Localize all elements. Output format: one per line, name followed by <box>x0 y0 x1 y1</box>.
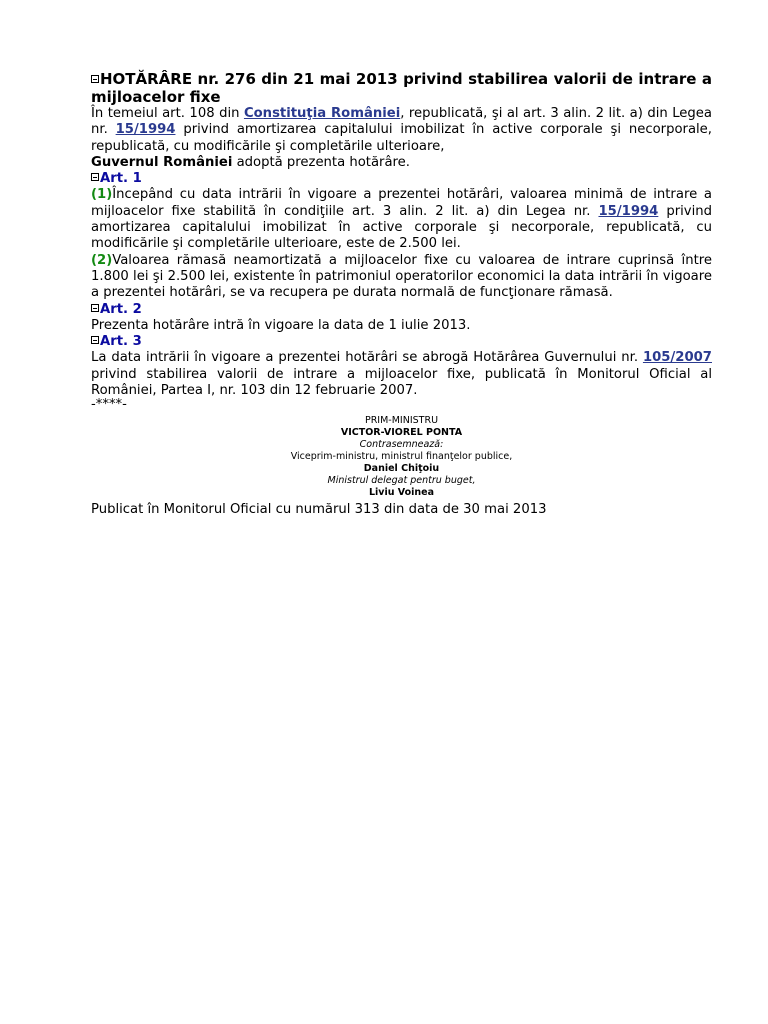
art2-heading-row <box>91 302 712 318</box>
art3-heading-row <box>91 334 712 350</box>
link-legea-15-1994[interactable]: 15/1994 <box>598 203 659 219</box>
paragraph-text: Începând cu data intrării în vigoare a prezentei hotărâri, valoarea minimă de intrare a mijloacelor fixe stabilită în condiţiile art. 3 alin. 2 lit. a) din Legea nr. <box>91 187 712 219</box>
link-hg-105-2007[interactable]: 105/2007 <box>642 350 712 366</box>
link-legea-15-1994[interactable]: 15/1994 <box>115 122 176 138</box>
art3-text <box>91 350 712 399</box>
paragraph-text: La data intrării în vigoare a prezentei hotărâri se abrogă Hotărârea Guvernului nr. <box>91 350 643 366</box>
separator: -****- <box>91 397 127 413</box>
art1-heading-row <box>91 171 712 187</box>
collapse-minus-icon[interactable] <box>91 336 99 344</box>
document-title <box>91 70 712 106</box>
signature-role: Viceprim-ministru, ministrul finanţelor publice, <box>290 451 513 463</box>
art3-heading[interactable]: Art. 3 <box>100 334 142 350</box>
paragraph-text: Valoarea rămasă neamortizată a mijloacelor fixe cu valoarea de intrare cuprinsă între 1.800 lei şi 2.500 lei, existente în patrimoniul operatorilor economici la data intrării în vigoare a prezentei hotărâri, se va recupera pe durata normală de funcţionare rămasă. <box>91 252 712 301</box>
signature-name: VICTOR-VIOREL PONTA <box>340 427 463 439</box>
signature-name: Daniel Chiţoiu <box>363 463 440 475</box>
preamble-text: privind amortizarea capitalului imobilizat în active corporale şi necorporale, republicată, cu modificările şi completările ulterioare, <box>91 122 712 154</box>
paragraph-text: privind stabilirea valorii de intrare a mijloacelor fixe, publicată în Monitorul Oficial al României, Partea I, nr. 103 din 12 februarie 2007. <box>91 366 712 399</box>
preamble-text: , republicată, şi al art. 3 alin. 2 lit. a) din Legea nr. <box>91 106 712 138</box>
signature-role: Ministrul delegat pentru buget, <box>327 475 476 487</box>
paragraph-number: (2) <box>91 252 113 268</box>
preamble-text: adoptă prezenta hotărâre. <box>232 154 410 170</box>
paragraph-number: (1) <box>91 187 113 203</box>
signature-role: PRIM-MINISTRU <box>364 415 439 427</box>
collapse-minus-icon[interactable] <box>91 173 99 181</box>
signatures-block <box>91 415 712 499</box>
preamble <box>91 106 712 171</box>
collapse-minus-icon[interactable] <box>91 304 99 312</box>
paragraph-text: privind amortizarea capitalului imobilizat în active corporale şi necorporale, republicată, cu modificările şi completările ulterioare, este de 2.500 lei. <box>91 203 712 252</box>
link-constitutia[interactable]: Constituţia României <box>243 106 401 121</box>
countersign-label: Contrasemnează: <box>359 439 444 451</box>
collapse-minus-icon[interactable] <box>91 75 99 83</box>
government-name: Guvernul României <box>91 154 233 170</box>
art1-paragraph-2 <box>91 253 712 302</box>
title-text: HOTĂRÂRE nr. 276 din 21 mai 2013 privind stabilirea valorii de intrare a mijloacelor fixe <box>91 70 712 106</box>
art1-heading[interactable]: Art. 1 <box>100 171 142 187</box>
preamble-text: În temeiul art. 108 din <box>91 106 244 121</box>
document <box>91 70 712 518</box>
publication-note: Publicat în Monitorul Oficial cu numărul 313 din data de 30 mai 2013 <box>91 502 547 518</box>
art2-text: Prezenta hotărâre intră în vigoare la data de 1 iulie 2013. <box>91 317 471 333</box>
signature-name: Liviu Voinea <box>368 487 435 499</box>
art2-heading[interactable]: Art. 2 <box>100 301 142 317</box>
art1-paragraph-1 <box>91 187 712 252</box>
